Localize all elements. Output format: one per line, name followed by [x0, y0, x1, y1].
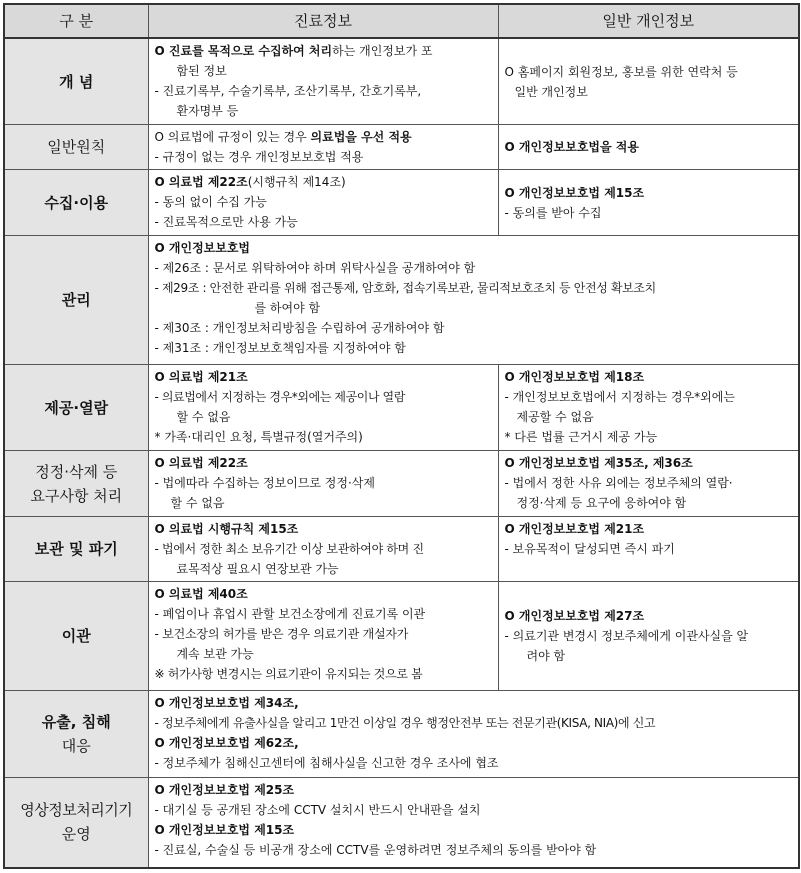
row-leak [4, 691, 799, 778]
medical-transfer: O 의료법 제40조 - 폐업이나 휴업시 관할 보건소장에게 진료기록 이관 - 보건소장의 허가를 받은 경우 의료기관 개설자가 계속 보관 가능 ※ 허가사항 변경시는 의료기관이 유지되는 것으로 봄 [148, 582, 498, 691]
medical-retain: O 의료법 시행규칙 제15조 - 법에서 정한 최소 보유기간 이상 보관하여야 하며 진 료목적상 필요시 연장보관 가능 [148, 516, 498, 581]
row-retain [4, 516, 799, 581]
general-collect: O 개인정보보호법 제15조 - 동의를 받아 수집 [498, 170, 799, 235]
medical-collect: O 의료법 제22조(시행규칙 제14조) - 동의 없이 수집 가능 - 진료목적으로만 사용 가능 [148, 170, 498, 235]
category-collect: 수집·이용 [4, 170, 148, 235]
category-correct: 정정·삭제 등 요구사항 처리 [4, 451, 148, 516]
row-concept [4, 38, 799, 125]
general-principle: O 개인정보보호법을 적용 [498, 125, 799, 170]
row-cctv [4, 777, 799, 868]
category-retain: 보관 및 파기 [4, 516, 148, 581]
leak-content: O 개인정보보호법 제34조, - 정보주체에게 유출사실을 알리고 1만건 이상일 경우 행정안전부 또는 전문기관(KISA, NIA)에 신고 O 개인정보보호법 제62조, - 정보주체가 침해신고센터에 침해사실을 신고한 경우 조사에 협조 [148, 691, 799, 778]
medical-concept: O 진료를 목적으로 수집하여 처리하는 개인정보가 포 함된 정보 - 진료기록부, 수술기록부, 조산기록부, 간호기록부, 환자명부 등 [148, 38, 498, 125]
general-correct: O 개인정보보호법 제35조, 제36조 - 법에서 정한 사유 외에는 정보주체의 열람· 정정·삭제 등 요구에 응하여야 함 [498, 451, 799, 516]
category-principle: 일반원칙 [4, 125, 148, 170]
manage-content: O 개인정보보호법 - 제26조 : 문서로 위탁하여야 하며 위탁사실을 공개하여야 함 - 제29조 : 안전한 관리를 위해 접근통제, 암호화, 접속기록보관, 물리적보호조치 등 안전성 확보조치 를 하여야 함 - 제30조 : 개인정보처리방침을 수립하여 공개하여야 함 - 제31조 : 개인정보보호책임자를 지정하여야 함 [148, 235, 799, 364]
medical-principle: O 의료법에 규정이 있는 경우 의료법을 우선 적용 - 규정이 없는 경우 개인정보보호법 적용 [148, 125, 498, 170]
category-provide: 제공·열람 [4, 364, 148, 451]
row-provide [4, 364, 799, 451]
general-provide: O 개인정보보호법 제18조 - 개인정보보호법에서 지정하는 경우*외에는 제공할 수 없음 * 다른 법률 근거시 제공 가능 [498, 364, 799, 451]
row-correct [4, 451, 799, 516]
comparison-table [3, 3, 800, 869]
category-transfer: 이관 [4, 582, 148, 691]
general-concept: O 홈페이지 회원정보, 홍보를 위한 연락처 등 일반 개인정보 [498, 38, 799, 125]
row-principle [4, 125, 799, 170]
category-leak: 유출, 침해 대응 [4, 691, 148, 778]
category-concept: 개 념 [4, 38, 148, 125]
cctv-content: O 개인정보보호법 제25조 - 대기실 등 공개된 장소에 CCTV 설치시 반드시 안내판을 설치 O 개인정보보호법 제15조 - 진료실, 수술실 등 비공개 장소에 CCTV를 운영하려면 정보주체의 동의를 받아야 함 [148, 777, 799, 868]
header-row [4, 4, 799, 38]
medical-provide: O 의료법 제21조 - 의료법에서 지정하는 경우*외에는 제공이나 열람 할 수 없음 * 가족·대리인 요청, 특별규정(열거주의) [148, 364, 498, 451]
category-cctv: 영상정보처리기기 운영 [4, 777, 148, 868]
general-retain: O 개인정보보호법 제21조 - 보유목적이 달성되면 즉시 파기 [498, 516, 799, 581]
header-general-info: 일반 개인정보 [498, 4, 799, 38]
header-category: 구 분 [4, 4, 148, 38]
row-manage [4, 235, 799, 364]
medical-correct: O 의료법 제22조 - 법에따라 수집하는 정보이므로 정정·삭제 할 수 없음 [148, 451, 498, 516]
header-medical-info: 진료정보 [148, 4, 498, 38]
general-transfer: O 개인정보보호법 제27조 - 의료기관 변경시 정보주체에게 이관사실을 알 려야 함 [498, 582, 799, 691]
category-manage: 관리 [4, 235, 148, 364]
row-transfer [4, 582, 799, 691]
row-collect [4, 170, 799, 235]
